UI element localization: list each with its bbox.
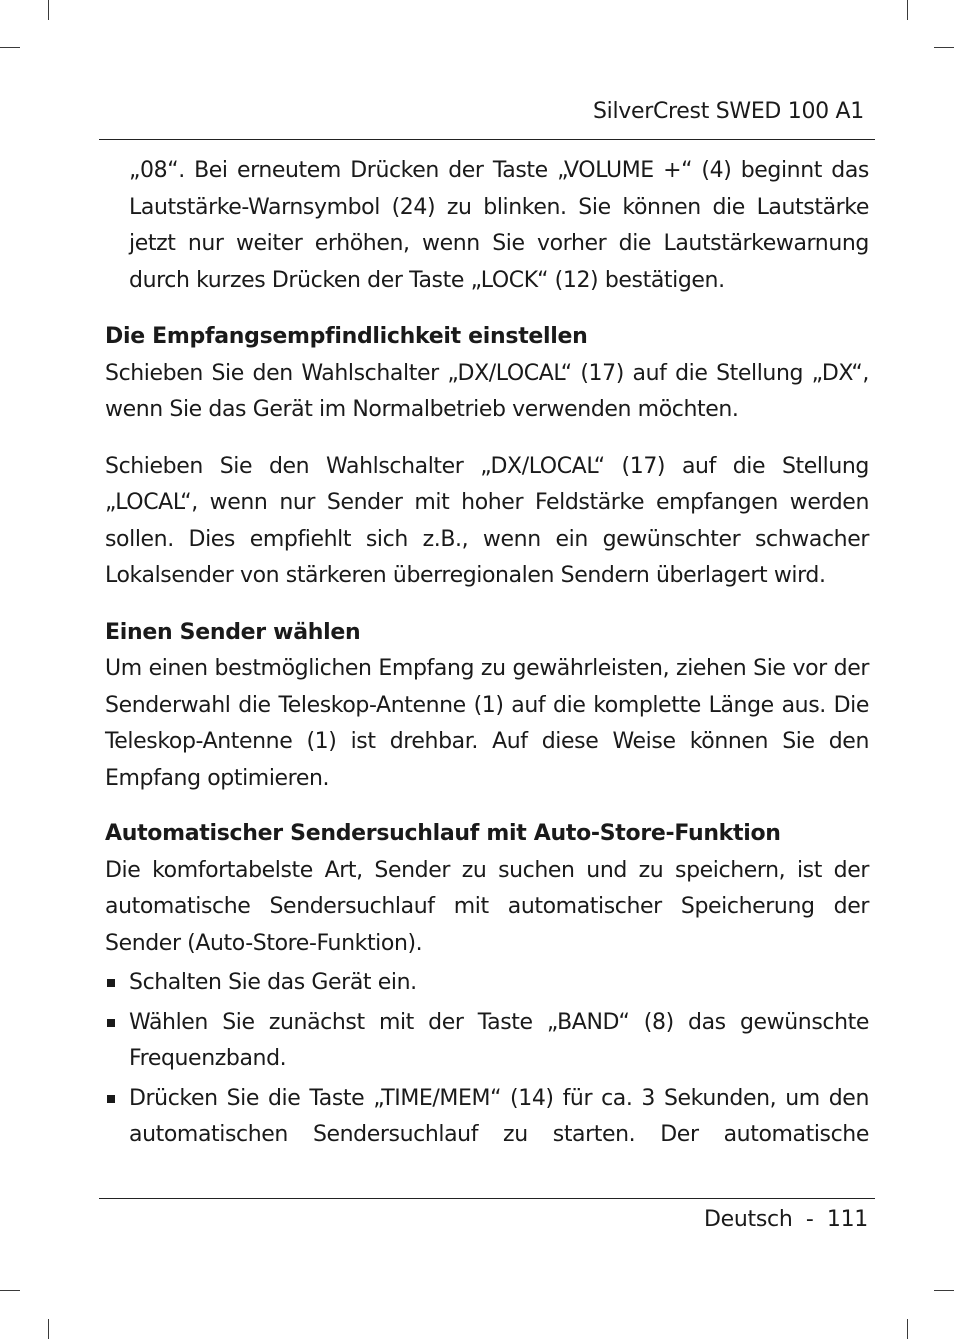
list-item-text: Drücken Sie die Taste „TIME/MEM“ (14) für ca. 3 Sekunden, um den automatischen Sendersuchlauf zu starten. Der automatische [129, 1085, 869, 1147]
footer-rule [99, 1198, 875, 1199]
square-bullet-icon [107, 1019, 115, 1027]
bullet-list [105, 965, 869, 1154]
crop-mark [907, 1319, 908, 1339]
page-footer [704, 1207, 868, 1232]
page-content [105, 153, 869, 1154]
paragraph: Schieben Sie den Wahlschalter „DX/LOCAL“ (17) auf die Stellung „LOCAL“, wenn nur Sender mit hoher Feldstärke empfangen werden sollen. Dies empfiehlt sich z.B., wenn ein gewünschter schwacher Lokalsender von stärkeren überregionalen Sendern überlagert wird. [105, 453, 869, 588]
square-bullet-icon [107, 979, 115, 987]
footer-language: Deutsch [704, 1207, 793, 1232]
list-item-text: Schalten Sie das Gerät ein. [129, 970, 417, 995]
square-bullet-icon [107, 1095, 115, 1103]
crop-mark [934, 1290, 954, 1291]
section-heading: Einen Sender wählen [105, 619, 361, 645]
crop-mark [48, 1319, 49, 1339]
page-number: 111 [826, 1207, 868, 1232]
crop-mark [907, 0, 908, 20]
section-heading: Automatischer Sendersuchlauf mit Auto-Store-Funktion [105, 821, 781, 846]
list-item [105, 965, 869, 1002]
list-item [105, 1081, 869, 1154]
page-header-title: SilverCrest SWED 100 A1 [592, 99, 864, 124]
intro-paragraph: „08“. Bei erneutem Drücken der Taste „VOLUME +“ (4) beginnt das Lautstärke-Warnsymbol (24) zu blinken. Sie können die Lautstärke jetzt nur weiter erhöhen, wenn Sie vorher die Lautstärkewarnung durch kurzes Drücken der Taste „LOCK“ (12) bestätigen. [129, 158, 869, 293]
crop-mark [934, 47, 954, 48]
section-heading: Die Empfangsempfindlichkeit einstellen [105, 324, 588, 349]
paragraph: Die komfortabelste Art, Sender zu suchen und zu speichern, ist der automatische Sendersuchlauf mit automatischer Speicherung der Sender (Auto-Store-Funktion). [105, 857, 869, 956]
crop-mark [48, 0, 49, 20]
list-item-text: Wählen Sie zunächst mit der Taste „BAND“ (8) das gewünschte Frequenzband. [129, 1009, 869, 1071]
crop-mark [0, 47, 20, 48]
footer-separator: - [805, 1207, 814, 1232]
list-item [105, 1005, 869, 1078]
paragraph: Schieben Sie den Wahlschalter „DX/LOCAL“ (17) auf die Stellung „DX“, wenn Sie das Gerät im Normalbetrieb verwenden möchten. [105, 360, 869, 422]
header-rule [99, 139, 875, 140]
crop-mark [0, 1290, 20, 1291]
paragraph: Um einen bestmöglichen Empfang zu gewährleisten, ziehen Sie vor der Senderwahl die Teleskop-Antenne (1) auf die komplette Länge aus. Die Teleskop-Antenne (1) ist drehbar. Auf diese Weise können Sie den Empfang optimieren. [105, 656, 869, 791]
